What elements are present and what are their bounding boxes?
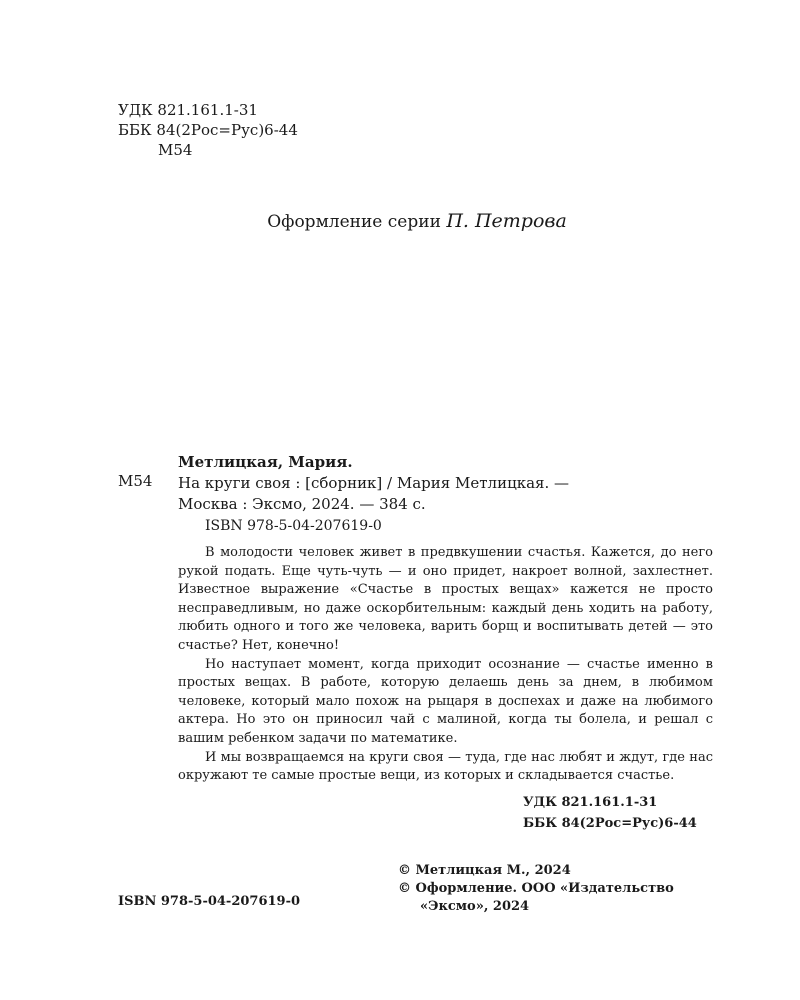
copyright-design-line-2: «Эксмо», 2024: [420, 899, 530, 914]
footer-bbk-code: ББК 84(2Рос=Рус)6-44: [523, 816, 697, 831]
record-author-mark: М54: [118, 472, 153, 490]
copyright-block: [398, 862, 674, 916]
series-design-credit: [0, 210, 800, 232]
bottom-classification-codes: [523, 792, 697, 834]
copyright-author: © Метлицкая М., 2024: [398, 863, 571, 878]
annotation: [178, 544, 713, 786]
top-classification-codes: [118, 100, 298, 160]
footer-udk-code: УДК 821.161.1-31: [523, 795, 658, 810]
annotation-paragraph-2: Но наступает момент, когда приходит осознание — счастье именно в простых вещах. В работе, которую делаешь день за днем, в любимом человеке, который мало похож на рыцаря в доспехах и даже на любимого актера. Но это он приносил чай с малиной, когда ты болела, и решал с вашим ребенком задачи по математике.: [178, 656, 713, 746]
udk-code: УДК 821.161.1-31: [118, 101, 258, 119]
footer-isbn: ISBN 978-5-04-207619-0: [118, 894, 301, 909]
series-label: Оформление серии: [267, 212, 441, 232]
record-title-line: На круги своя : [сборник] / Мария Метлицкая. —: [178, 474, 570, 492]
series-designer: П. Петрова: [446, 210, 567, 232]
record-author: Метлицкая, Мария.: [178, 453, 353, 471]
annotation-paragraph-1: В молодости человек живет в предвкушении счастья. Кажется, до него рукой подать. Еще чуть-чуть — и оно придет, накроет волной, захлестнет. Известное выражение «Счастье в простых вещах» кажется не просто несправедливым, но даже оскорбительным: каждый день ходить на работу, любить одного и того же человека, варить борщ и воспитывать детей — это счастье? Нет, конечно!: [178, 545, 713, 653]
bibliographic-record: [178, 452, 569, 515]
bbk-code: ББК 84(2Рос=Рус)6-44: [118, 121, 298, 139]
record-imprint-line: Москва : Эксмо, 2024. — 384 с.: [178, 495, 426, 513]
author-mark: М54: [158, 141, 193, 159]
copyright-design-line-1: © Оформление. ООО «Издательство: [398, 881, 674, 896]
record-isbn: ISBN 978-5-04-207619-0: [205, 518, 382, 534]
annotation-paragraph-3: И мы возвращаемся на круги своя — туда, где нас любят и ждут, где нас окружают те самые простые вещи, из которых и складывается счастье.: [178, 749, 713, 784]
